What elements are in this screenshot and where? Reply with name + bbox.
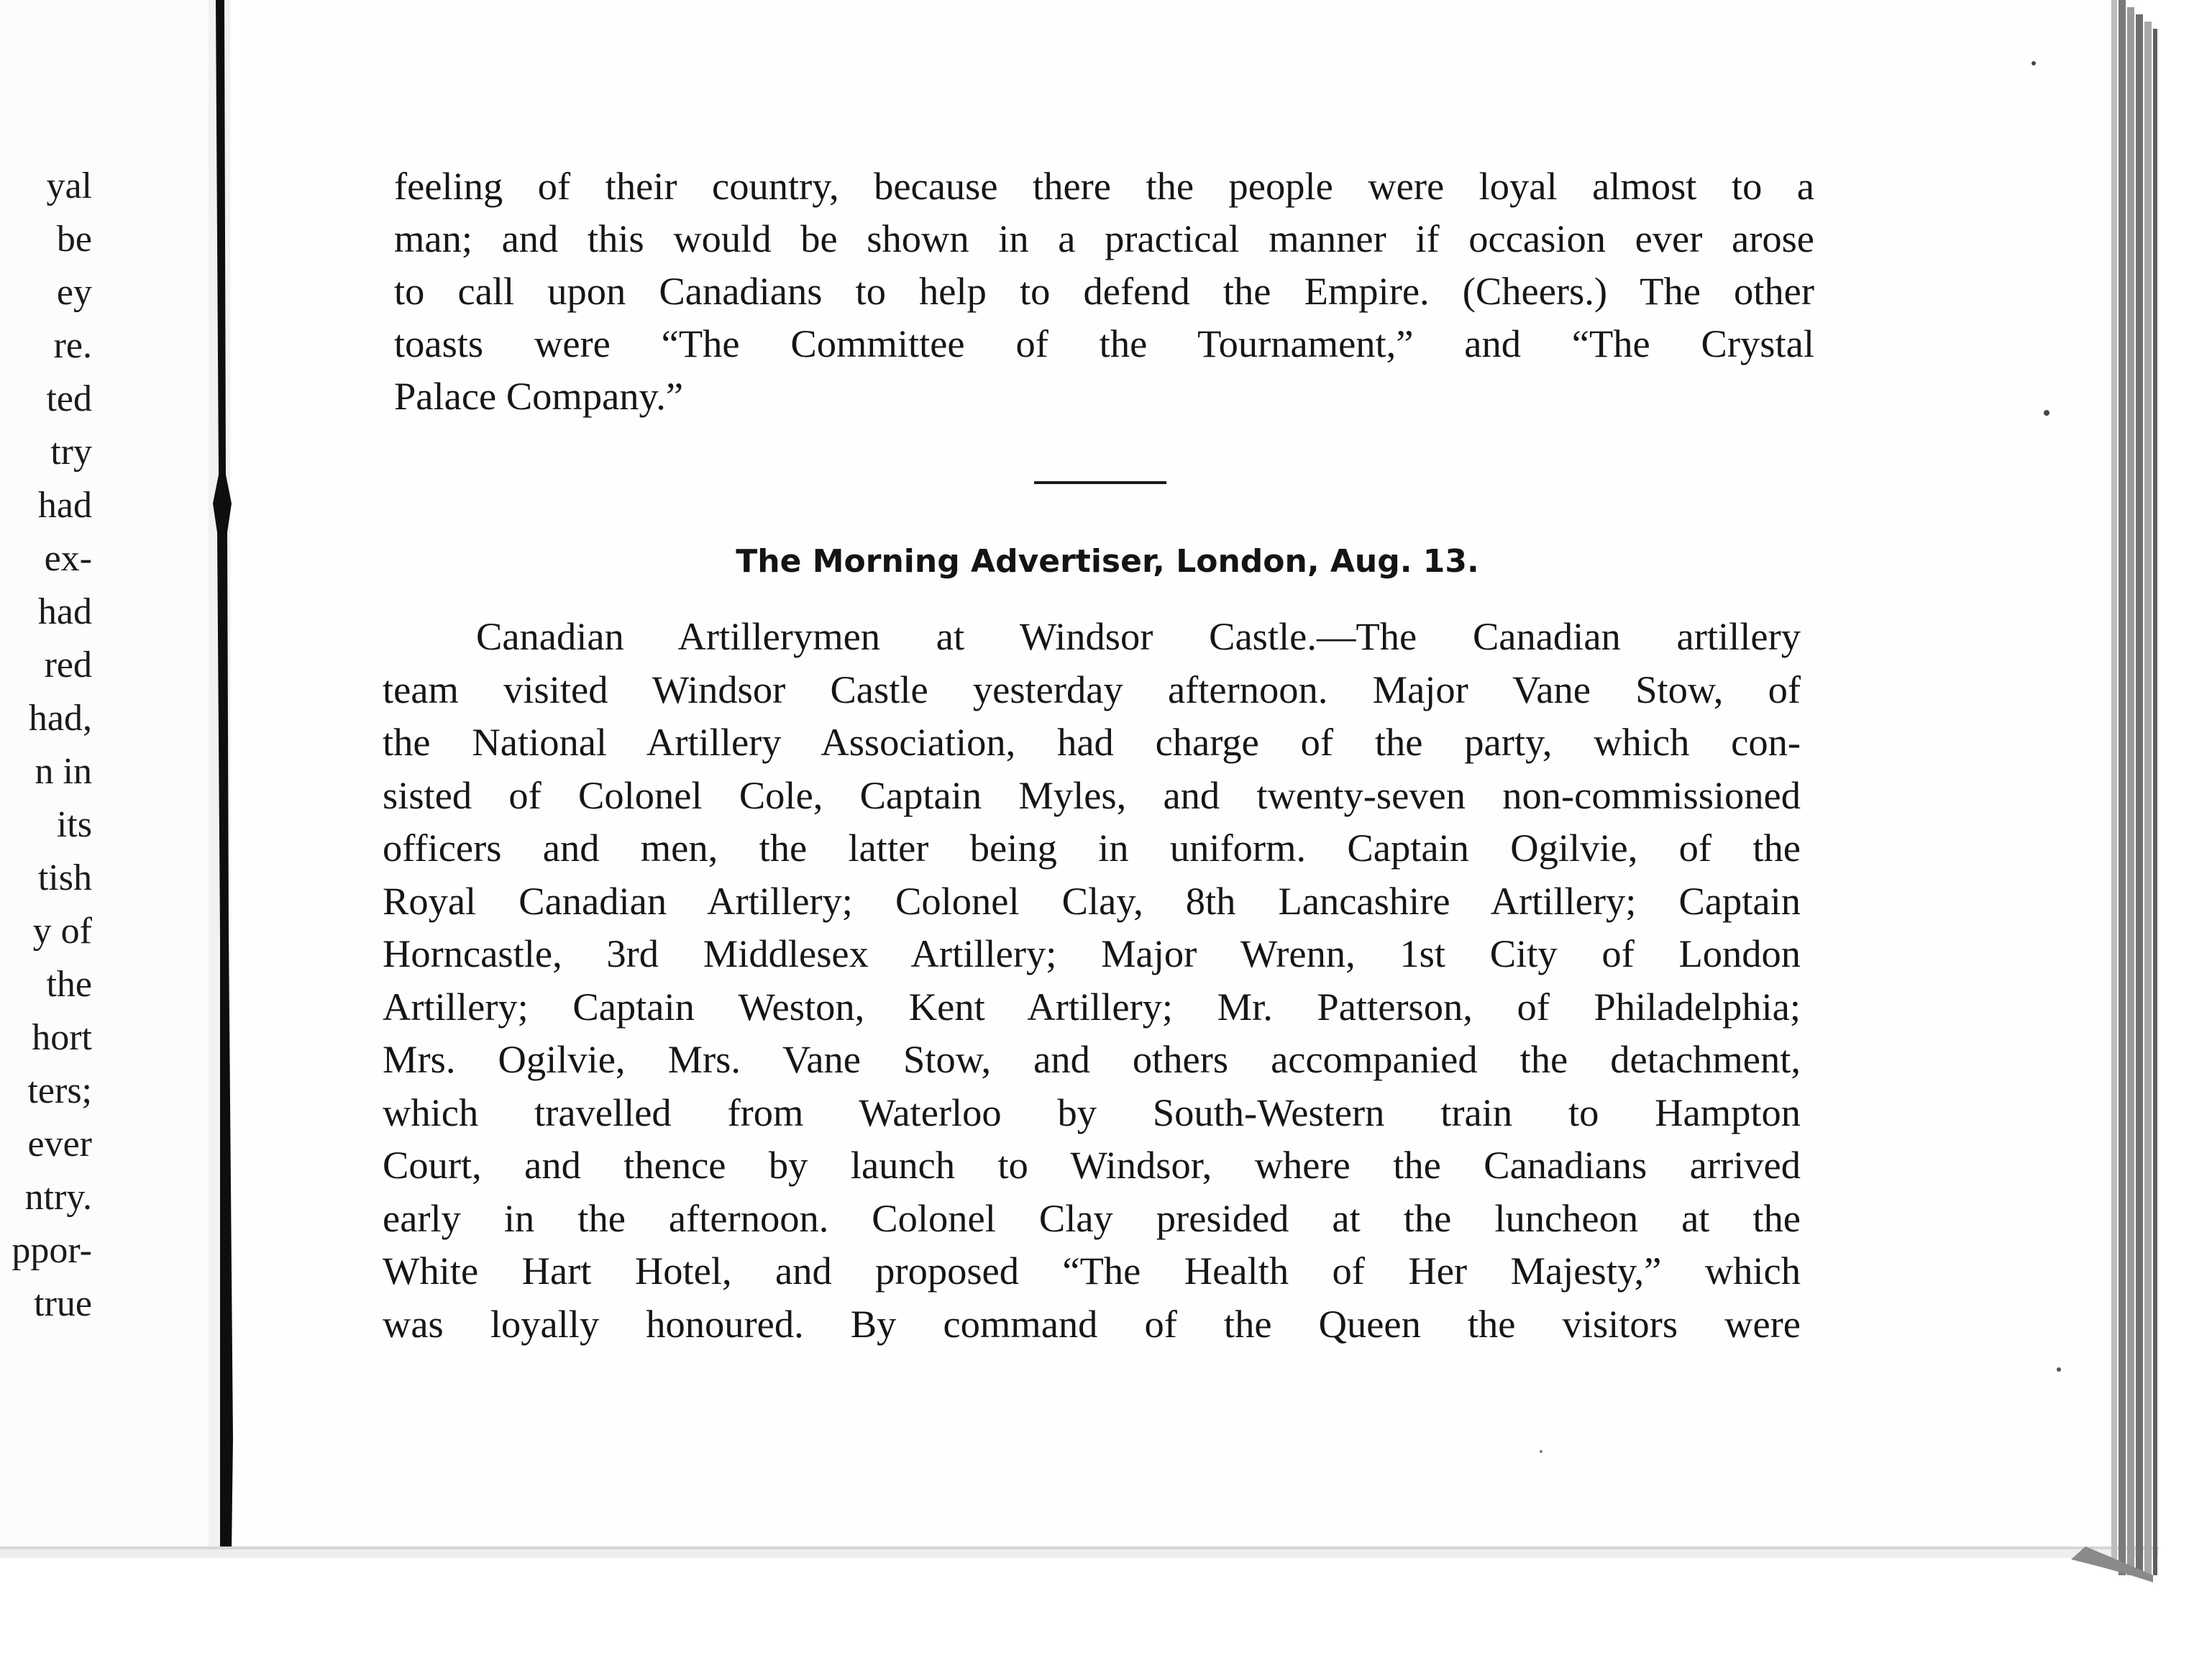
left-fragment: red xyxy=(44,644,92,685)
left-fragment: ey xyxy=(56,272,92,313)
text-line: was loyally honoured. By command of the Queen the visitors were xyxy=(383,1301,1801,1346)
left-fragment: y of xyxy=(32,911,92,952)
left-fragment: ppor- xyxy=(12,1230,92,1271)
text-line: sisted of Colonel Cole, Captain Myles, and twenty-seven non-commissioned xyxy=(383,773,1801,817)
left-fragment: n in xyxy=(35,751,92,792)
section-heading: The Morning Advertiser, London, Aug. 13. xyxy=(736,543,1479,580)
text-line: Canadian Artillerymen at Windsor Castle.—The Canadian artillery xyxy=(476,614,1801,658)
left-fragment: be xyxy=(56,219,92,260)
text-line: Royal Canadian Artillery; Colonel Clay, 8th Lancashire Artillery; Captain xyxy=(383,878,1801,923)
left-fragment: try xyxy=(50,432,92,473)
left-fragment: had xyxy=(37,485,92,526)
text-line: officers and men, the latter being in uniform. Captain Ogilvie, of the xyxy=(383,826,1801,870)
text-line: the National Artillery Association, had charge of the party, which con- xyxy=(383,720,1801,764)
text-line: toasts were “The Committee of the Tournament,” and “The Crystal xyxy=(394,322,1814,365)
left-fragment: ted xyxy=(46,378,92,419)
text-line: White Hart Hotel, and proposed “The Health of Her Majesty,” which xyxy=(383,1249,1801,1293)
text-line: Horncastle, 3rd Middlesex Artillery; Major Wrenn, 1st City of London xyxy=(383,931,1801,975)
left-fragment: the xyxy=(46,964,92,1005)
left-fragment: re. xyxy=(53,325,92,366)
text-line: Palace Company.” xyxy=(394,374,684,418)
left-page-line-fragments xyxy=(0,160,92,1331)
text-line: team visited Windsor Castle yesterday afternoon. Major Vane Stow, of xyxy=(383,667,1801,711)
text-line: Mrs. Ogilvie, Mrs. Vane Stow, and others accompanied the detachment, xyxy=(383,1037,1801,1081)
left-fragment: had, xyxy=(28,698,92,739)
text-line: which travelled from Waterloo by South-Western train to Hampton xyxy=(383,1090,1801,1134)
text-line: to call upon Canadians to help to defend the Empire. (Cheers.) The other xyxy=(394,269,1814,313)
left-fragment: yal xyxy=(46,165,92,206)
left-fragment: true xyxy=(34,1283,92,1324)
left-fragment: ever xyxy=(27,1124,92,1165)
left-fragment: tish xyxy=(37,857,92,898)
left-fragment: ters; xyxy=(27,1070,92,1111)
section-separator-rule xyxy=(1034,481,1166,484)
left-fragment: hort xyxy=(32,1017,92,1058)
text-line: man; and this would be shown in a practical manner if occasion ever arose xyxy=(394,217,1814,260)
left-fragment: ex- xyxy=(44,538,92,579)
continuation-paragraph xyxy=(394,160,1814,422)
left-fragment: its xyxy=(56,804,92,845)
left-fragment: ntry. xyxy=(24,1177,92,1218)
article-paragraph xyxy=(383,610,1801,1350)
text-line: Court, and thence by launch to Windsor, where the Canadians arrived xyxy=(383,1143,1801,1187)
text-line: Artillery; Captain Weston, Kent Artillery; Mr. Patterson, of Philadelphia; xyxy=(383,984,1801,1029)
text-line: early in the afternoon. Colonel Clay presided at the luncheon at the xyxy=(383,1195,1801,1240)
left-fragment: had xyxy=(37,591,92,632)
text-line: feeling of their country, because there the people were loyal almost to a xyxy=(394,164,1814,208)
